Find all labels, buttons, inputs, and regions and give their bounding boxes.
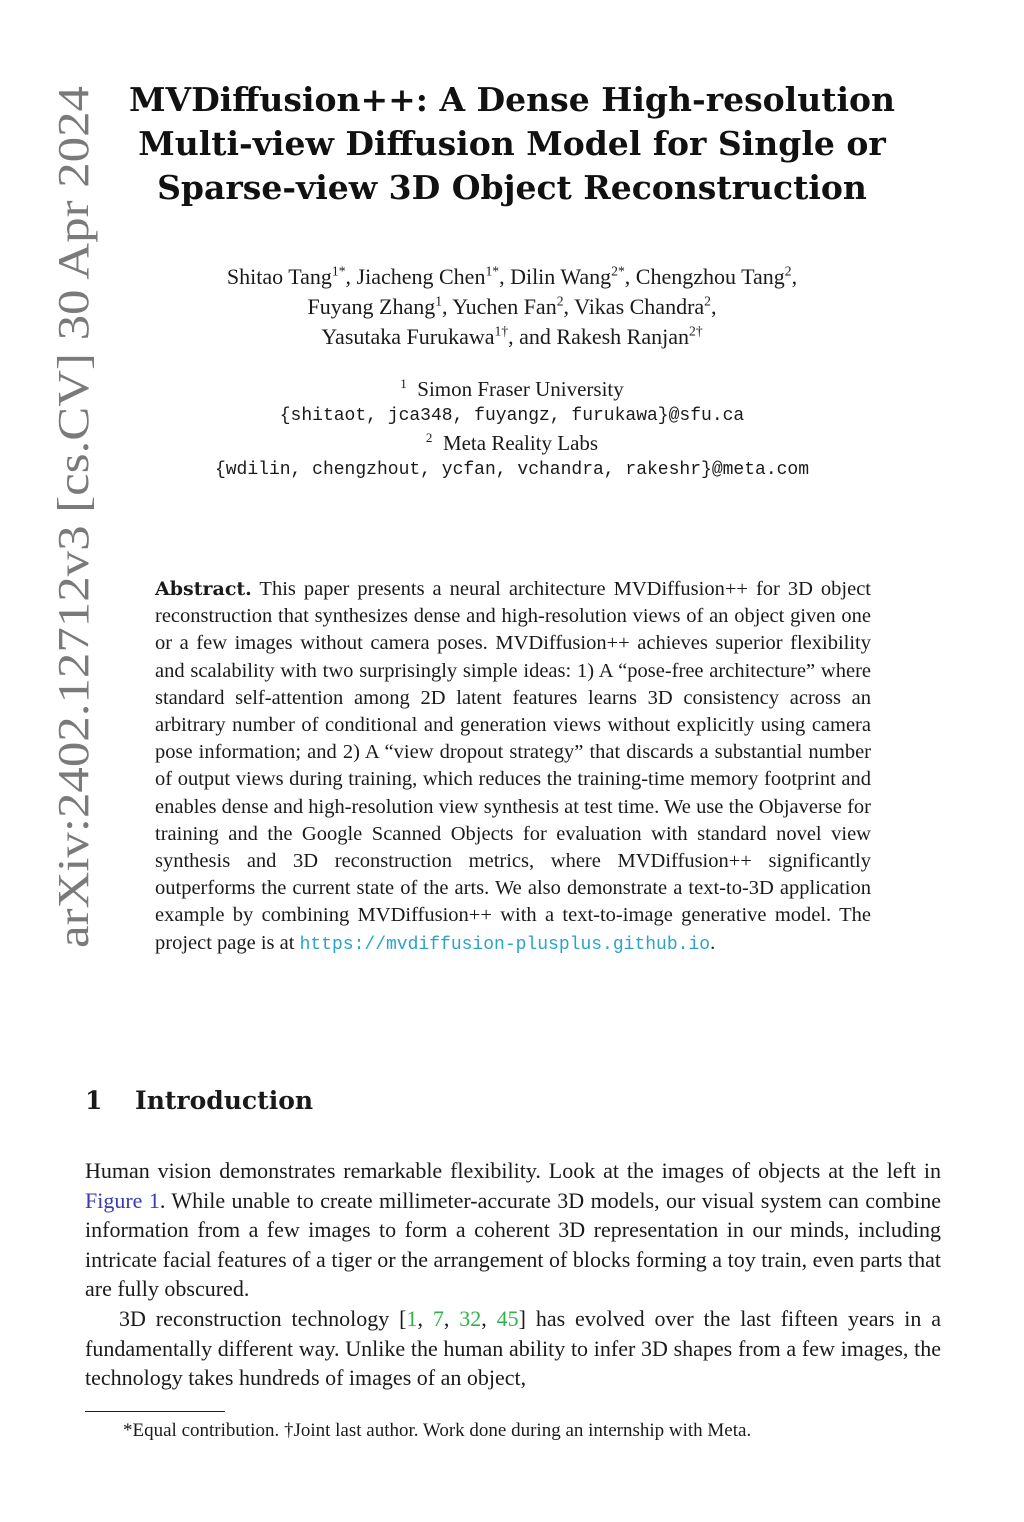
author-name: Shitao Tang	[226, 264, 332, 289]
author-name: Fuyang Zhang	[307, 294, 436, 319]
section-heading-introduction	[85, 1086, 945, 1115]
affiliation-sup: 2	[425, 430, 433, 445]
author-affil-sup: 2	[784, 263, 792, 279]
affiliation-sup: 1	[400, 376, 407, 391]
footnote: *Equal contribution. †Joint last author. Work done during an internship with Meta.	[123, 1420, 752, 1441]
footnote-divider	[85, 1411, 225, 1412]
intro-text: ] has evolved over the last fifteen years in a fundamentally different way. Unlike the human ability to infer 3D shapes from a few images, the technology takes hundreds of images of an object,	[85, 1305, 942, 1391]
abstract	[155, 576, 871, 959]
affiliation-name: Meta Reality Labs	[442, 431, 599, 455]
author-affil-sup: 1*	[485, 263, 500, 279]
affiliation-emails: {shitaot, jca348, fuyangz, furukawa}@sfu.ca	[279, 406, 745, 426]
citation-link[interactable]: 7	[432, 1305, 444, 1331]
author-name: Rakesh Ranjan	[556, 324, 689, 349]
author-name: Jiacheng Chen	[356, 264, 486, 289]
author-affil-sup: 1*	[331, 263, 346, 279]
affiliations	[120, 376, 904, 484]
author-name: Dilin Wang	[510, 264, 612, 289]
intro-text: . While unable to create millimeter-accurate 3D models, our visual system can combine information from a few images to form a coherent 3D representation in our minds, including intricate facial features of a tiger or the arrangement of blocks forming a toy train, even parts that are fully obscured.	[85, 1187, 941, 1302]
intro-text: Human vision demonstrates remarkable flexibility. Look at the images of objects at the left in	[85, 1158, 941, 1183]
abstract-end: .	[710, 931, 716, 954]
title-line-2: Multi-view Diffusion Model for Single or	[138, 124, 886, 163]
section-title: Introduction	[135, 1086, 314, 1115]
introduction-body	[85, 1156, 941, 1393]
author-name: Yasutaka Furukawa	[321, 324, 495, 349]
title-line-3: Sparse-view 3D Object Reconstruction	[157, 168, 867, 207]
project-page-link[interactable]: https://mvdiffusion-plusplus.github.io	[299, 934, 711, 955]
affiliation-1	[120, 376, 904, 403]
author-line-2: Fuyang Zhang$^1$, Yuchen Fan$^2$, Vikas Chandra$^2$,	[307, 293, 717, 319]
affiliation-emails: {wdilin, chengzhout, ycfan, vchandra, rakeshr}@meta.com	[214, 460, 810, 480]
author-line-3: Yasutaka Furukawa$^{1\dagger}$, and Rakesh Ranjan$^{2\dagger}$	[321, 323, 703, 349]
citation-link[interactable]: 1	[406, 1305, 418, 1331]
arxiv-identifier-stamp	[48, 82, 98, 952]
citation-link[interactable]: 45	[496, 1305, 519, 1331]
author-affil-sup: 2	[556, 293, 564, 309]
author-conjunction: and	[519, 324, 551, 349]
author-affil-sup: 2†	[689, 323, 703, 339]
intro-paragraph-1	[85, 1156, 941, 1304]
author-list	[120, 262, 904, 352]
intro-text: 3D reconstruction technology [	[119, 1305, 407, 1331]
paper-title	[120, 78, 904, 210]
citation-link[interactable]: 32	[459, 1305, 482, 1331]
figure-1-link[interactable]: Figure 1	[85, 1187, 160, 1213]
author-affil-sup: 2	[704, 293, 711, 309]
affiliation-2	[120, 430, 904, 457]
author-affil-sup: 2*	[611, 263, 625, 279]
author-name: Chengzhou Tang	[635, 264, 785, 289]
abstract-text: This paper presents a neural architecture MVDiffusion++ for 3D object reconstruction that synthesizes dense and high-resolution views of an object given one or a few images without camera poses. MVDiffusion++ achieves superior flexibility and scalability with two surprisingly simple ideas: 1) A “pose-free architecture” where standard self-attention among 2D latent features learns 3D consistency across an arbitrary number of conditional and generation views without explicitly using camera pose information; and 2) A “view dropout strategy” that discards a substantial number of output views during training, which reduces the training-time memory footprint and enables dense and high-resolution view synthesis at test time. We use the Objaverse for training and the Google Scanned Objects for evaluation with standard novel view synthesis and 3D reconstruction metrics, where MVDiffusion++ significantly outperforms the current state of the arts. We also demonstrate a text-to-3D application example by combining MVDiffusion++ with a text-to-image generative model. The project page is at	[155, 578, 872, 954]
section-number: 1	[85, 1086, 103, 1115]
abstract-label: Abstract.	[155, 578, 252, 600]
author-line-1: Shitao Tang$^{1*}$, Jiacheng Chen$^{1*}$, Dilin Wang$^{2*}$, Chengzhou Tang$^2$,	[226, 263, 798, 289]
intro-paragraph-2: 3D reconstruction technology [1, 7, 32, 45] has evolved over the last fifteen years in a fundamentally different way. Unlike the human ability to infer 3D shapes from a few images, the technology takes hundreds of images of an object,	[85, 1305, 942, 1391]
arxiv-stamp-text: arXiv:2402.12712v3 [cs.CV] 30 Apr 2024	[49, 202, 98, 948]
author-name: Yuchen Fan	[452, 294, 557, 319]
author-affil-sup: 1†	[494, 323, 509, 339]
author-name: Vikas Chandra	[574, 294, 705, 319]
title-line-1: MVDiffusion++: A Dense High-resolution	[129, 80, 895, 119]
author-affil-sup: 1	[435, 293, 443, 309]
affiliation-name: Simon Fraser University	[417, 377, 624, 401]
